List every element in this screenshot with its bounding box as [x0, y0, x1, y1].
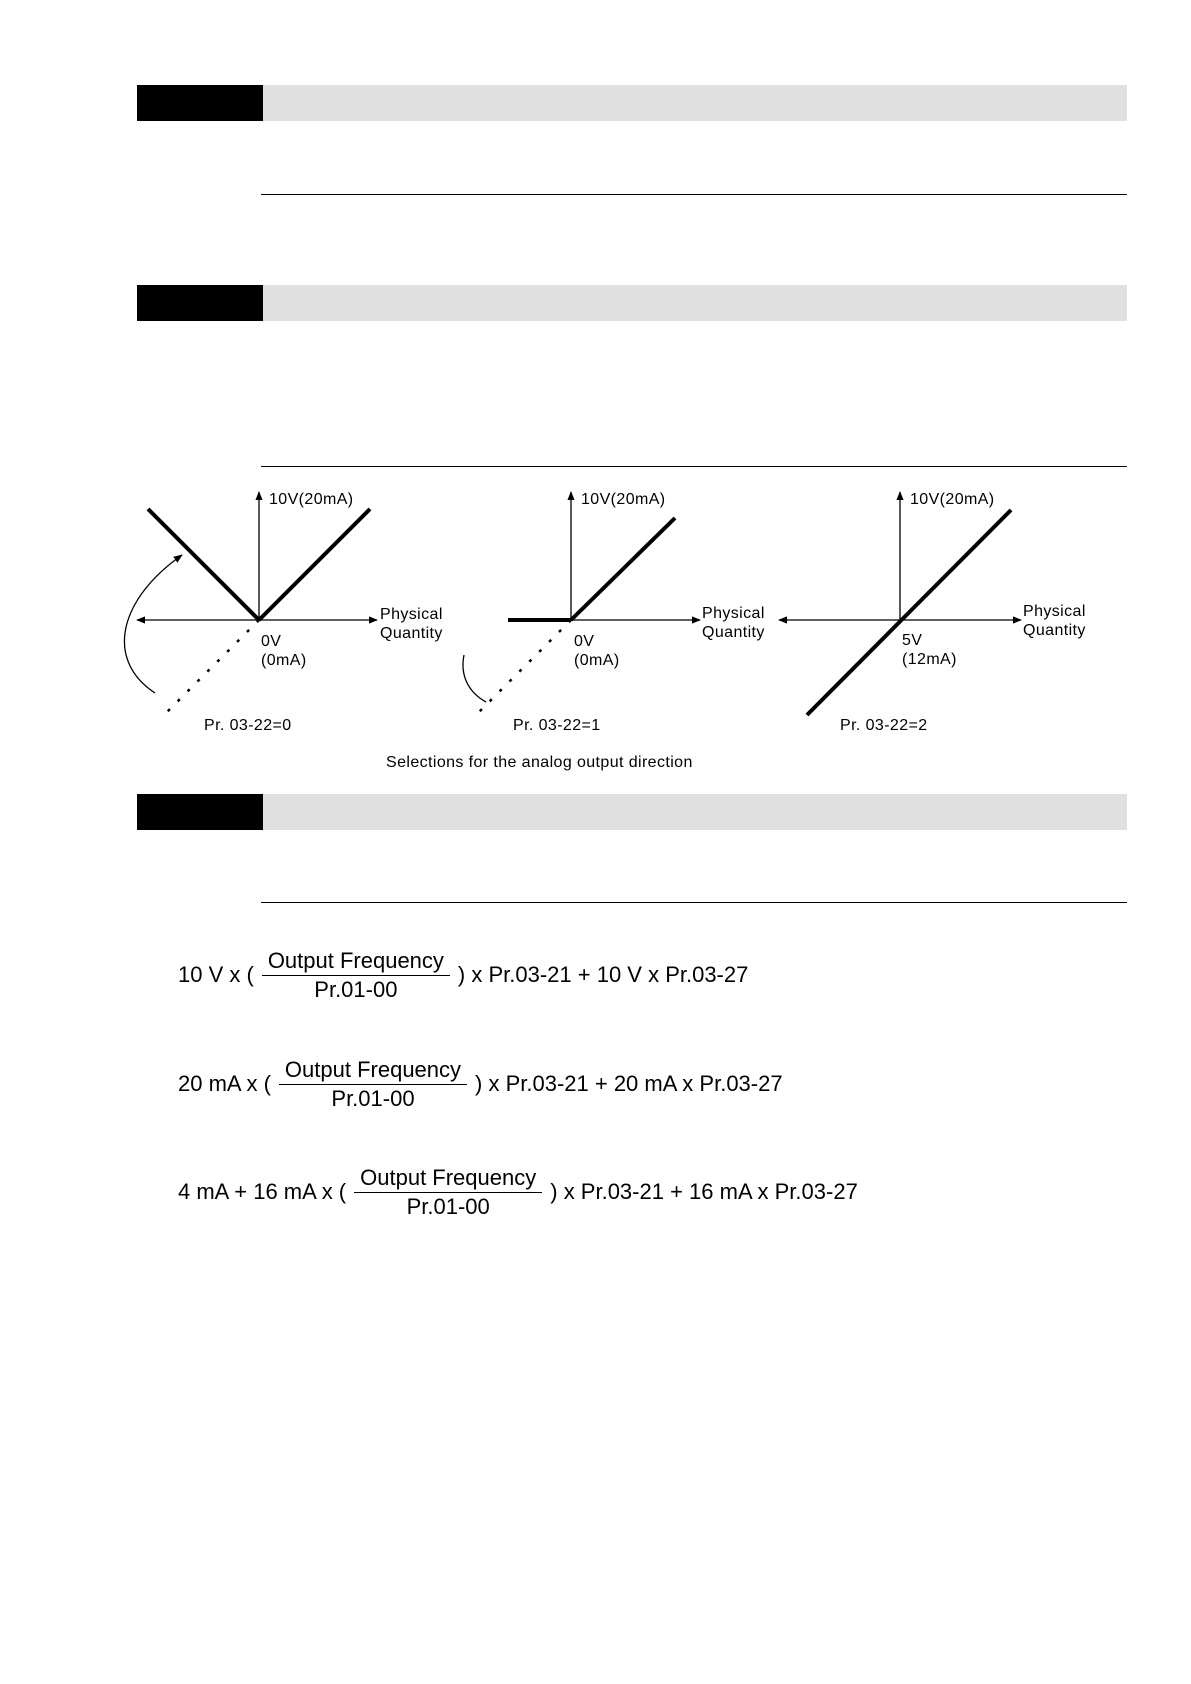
formula-2-suffix: ) x Pr.03-21 + 20 mA x Pr.03-27 — [475, 1071, 783, 1096]
formula-current-4-20ma — [178, 1159, 858, 1225]
panel-1-fold-arrow — [124, 555, 182, 693]
panel-1-dashed-negative — [160, 620, 259, 719]
panel-2-output-rising — [571, 518, 675, 620]
formula-1-fraction — [262, 948, 450, 1003]
panel-3-axis-label-1: Physical — [1023, 603, 1086, 620]
panel-3-top-label: 10V(20mA) — [910, 491, 995, 508]
formula-3-denominator: Pr.01-00 — [406, 1193, 490, 1219]
panel-1-origin-label-1: 0V — [261, 633, 282, 650]
analog-output-direction-diagram — [0, 470, 1191, 790]
section-2-header-bar — [263, 285, 1127, 321]
panel-1-setting-label: Pr. 03-22=0 — [204, 717, 292, 734]
panel-1-output-right — [259, 509, 370, 620]
formula-1-numerator: Output Frequency — [262, 948, 450, 976]
panel-2-axis-label-1: Physical — [702, 605, 765, 622]
panel-pr03-22-1 — [463, 491, 765, 734]
panel-3-axis-label-2: Quantity — [1023, 622, 1086, 639]
section-3-header-bar — [263, 794, 1127, 830]
formula-current-0-20ma — [178, 1051, 783, 1117]
panel-1-origin-label-2: (0mA) — [261, 652, 307, 669]
panel-3-origin-label-2: (12mA) — [902, 651, 957, 668]
section-1-divider — [261, 194, 1127, 195]
panel-2-origin-label-1: 0V — [574, 633, 595, 650]
section-1-tag — [137, 85, 263, 121]
panel-2-dashed-negative — [472, 620, 571, 719]
panel-3-setting-label: Pr. 03-22=2 — [840, 717, 928, 734]
panel-3-origin-label-1: 5V — [902, 632, 923, 649]
formula-voltage-0-10v — [178, 942, 748, 1008]
panel-pr03-22-2 — [779, 491, 1086, 734]
section-2-tag — [137, 285, 263, 321]
panel-1-axis-label-2: Quantity — [380, 625, 443, 642]
panel-2-origin-label-2: (0mA) — [574, 652, 620, 669]
formula-3-suffix: ) x Pr.03-21 + 16 mA x Pr.03-27 — [550, 1179, 858, 1204]
panel-1-top-label: 10V(20mA) — [269, 491, 354, 508]
section-1-header-bar — [263, 85, 1127, 121]
formula-2-numerator: Output Frequency — [279, 1057, 467, 1085]
formula-3-prefix: 4 mA + 16 mA x ( — [178, 1179, 347, 1204]
formula-1-prefix: 10 V x ( — [178, 962, 254, 987]
section-3-tag — [137, 794, 263, 830]
panel-2-axis-label-2: Quantity — [702, 624, 765, 641]
panel-2-top-label: 10V(20mA) — [581, 491, 666, 508]
panel-2-clip-curve — [463, 655, 486, 702]
formula-1-denominator: Pr.01-00 — [314, 976, 398, 1002]
panel-1-axis-label-1: Physical — [380, 606, 443, 623]
panel-1-output-left — [148, 509, 259, 620]
section-3-divider — [261, 902, 1127, 903]
panel-3-output-line — [807, 510, 1011, 715]
panel-pr03-22-0 — [124, 491, 442, 734]
formula-2-denominator: Pr.01-00 — [331, 1085, 415, 1111]
formula-3-fraction — [354, 1165, 542, 1220]
diagram-caption: Selections for the analog output direction — [386, 754, 693, 771]
formula-2-prefix: 20 mA x ( — [178, 1071, 271, 1096]
section-2-divider — [261, 466, 1127, 467]
formula-3-numerator: Output Frequency — [354, 1165, 542, 1193]
formula-2-fraction — [279, 1057, 467, 1112]
formula-1-suffix: ) x Pr.03-21 + 10 V x Pr.03-27 — [457, 962, 749, 987]
panel-2-setting-label: Pr. 03-22=1 — [513, 717, 601, 734]
